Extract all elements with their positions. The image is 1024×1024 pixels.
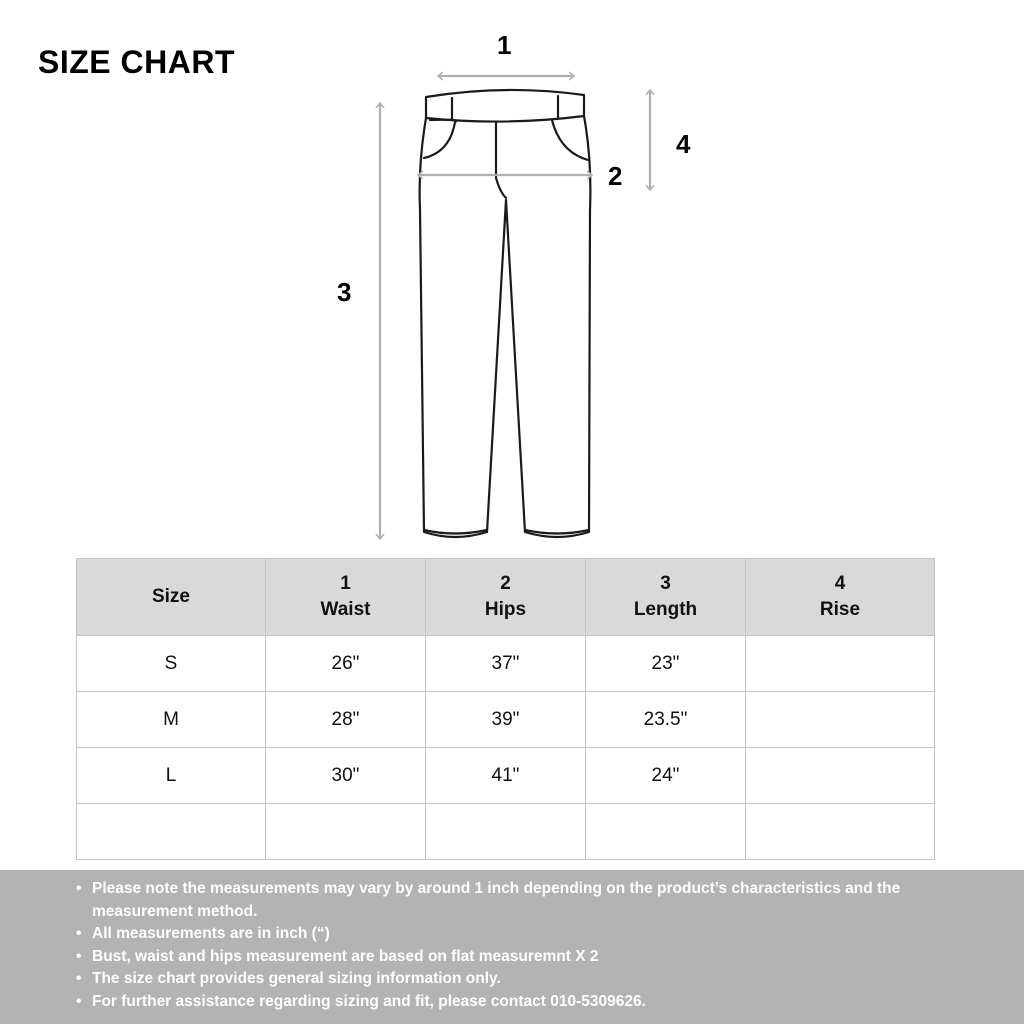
- column-header-name: Length: [633, 599, 698, 620]
- notes-panel: [0, 870, 1024, 1024]
- note-item: • Please note the measurements may vary by around 1 inch depending on the product’s characteristics and the measurement method.: [92, 878, 984, 923]
- table-cell: 30": [266, 748, 426, 804]
- table-cell: [77, 804, 266, 860]
- column-header-waist: [266, 559, 426, 636]
- column-header-number: 1: [340, 573, 351, 594]
- note-item: • The size chart provides general sizing information only.: [92, 968, 984, 991]
- column-header-name: Size: [151, 586, 191, 607]
- hips-dimension-label: 2: [608, 161, 623, 191]
- length-dimension-label: 3: [337, 277, 352, 307]
- table-cell: 23.5": [586, 692, 746, 748]
- table-cell: [746, 804, 935, 860]
- page-title: SIZE CHART: [38, 44, 235, 80]
- table-cell: 26": [266, 636, 426, 692]
- column-header-name: Hips: [484, 599, 527, 620]
- column-header-number: 3: [660, 573, 671, 594]
- table-header-row: [77, 559, 935, 636]
- column-header-number: 4: [834, 573, 846, 594]
- rise-dimension-label: 4: [676, 129, 691, 159]
- table-cell: 28": [266, 692, 426, 748]
- table-cell: [746, 692, 935, 748]
- table-row: [77, 804, 935, 860]
- table-cell: [746, 636, 935, 692]
- note-item: • All measurements are in inch (“): [92, 923, 984, 946]
- note-item: • Bust, waist and hips measurement are based on flat measuremnt X 2: [92, 946, 984, 969]
- table-cell: 24": [586, 748, 746, 804]
- column-header-length: [586, 559, 746, 636]
- pants-outline-icon: [420, 90, 591, 537]
- waist-dimension-label: 1: [497, 30, 512, 60]
- column-header-size: [77, 559, 266, 636]
- table-row: [77, 636, 935, 692]
- table-cell: 37": [426, 636, 586, 692]
- table-cell: 23": [586, 636, 746, 692]
- table-cell: [266, 804, 426, 860]
- column-header-number: 2: [500, 573, 511, 594]
- notes-list: [76, 878, 984, 1013]
- column-header-name: Rise: [819, 599, 861, 620]
- table-cell: 41": [426, 748, 586, 804]
- table-cell: S: [77, 636, 266, 692]
- table-cell: [746, 748, 935, 804]
- table-row: [77, 748, 935, 804]
- table-cell: M: [77, 692, 266, 748]
- note-item: • For further assistance regarding sizing and fit, please contact 010-5309626.: [92, 991, 984, 1014]
- table-cell: 39": [426, 692, 586, 748]
- column-header-rise: [746, 559, 935, 636]
- table-row: [77, 692, 935, 748]
- table-cell: [586, 804, 746, 860]
- table-cell: [426, 804, 586, 860]
- column-header-hips: [426, 559, 586, 636]
- table-cell: L: [77, 748, 266, 804]
- column-header-name: Waist: [320, 599, 371, 620]
- size-table: [76, 558, 935, 860]
